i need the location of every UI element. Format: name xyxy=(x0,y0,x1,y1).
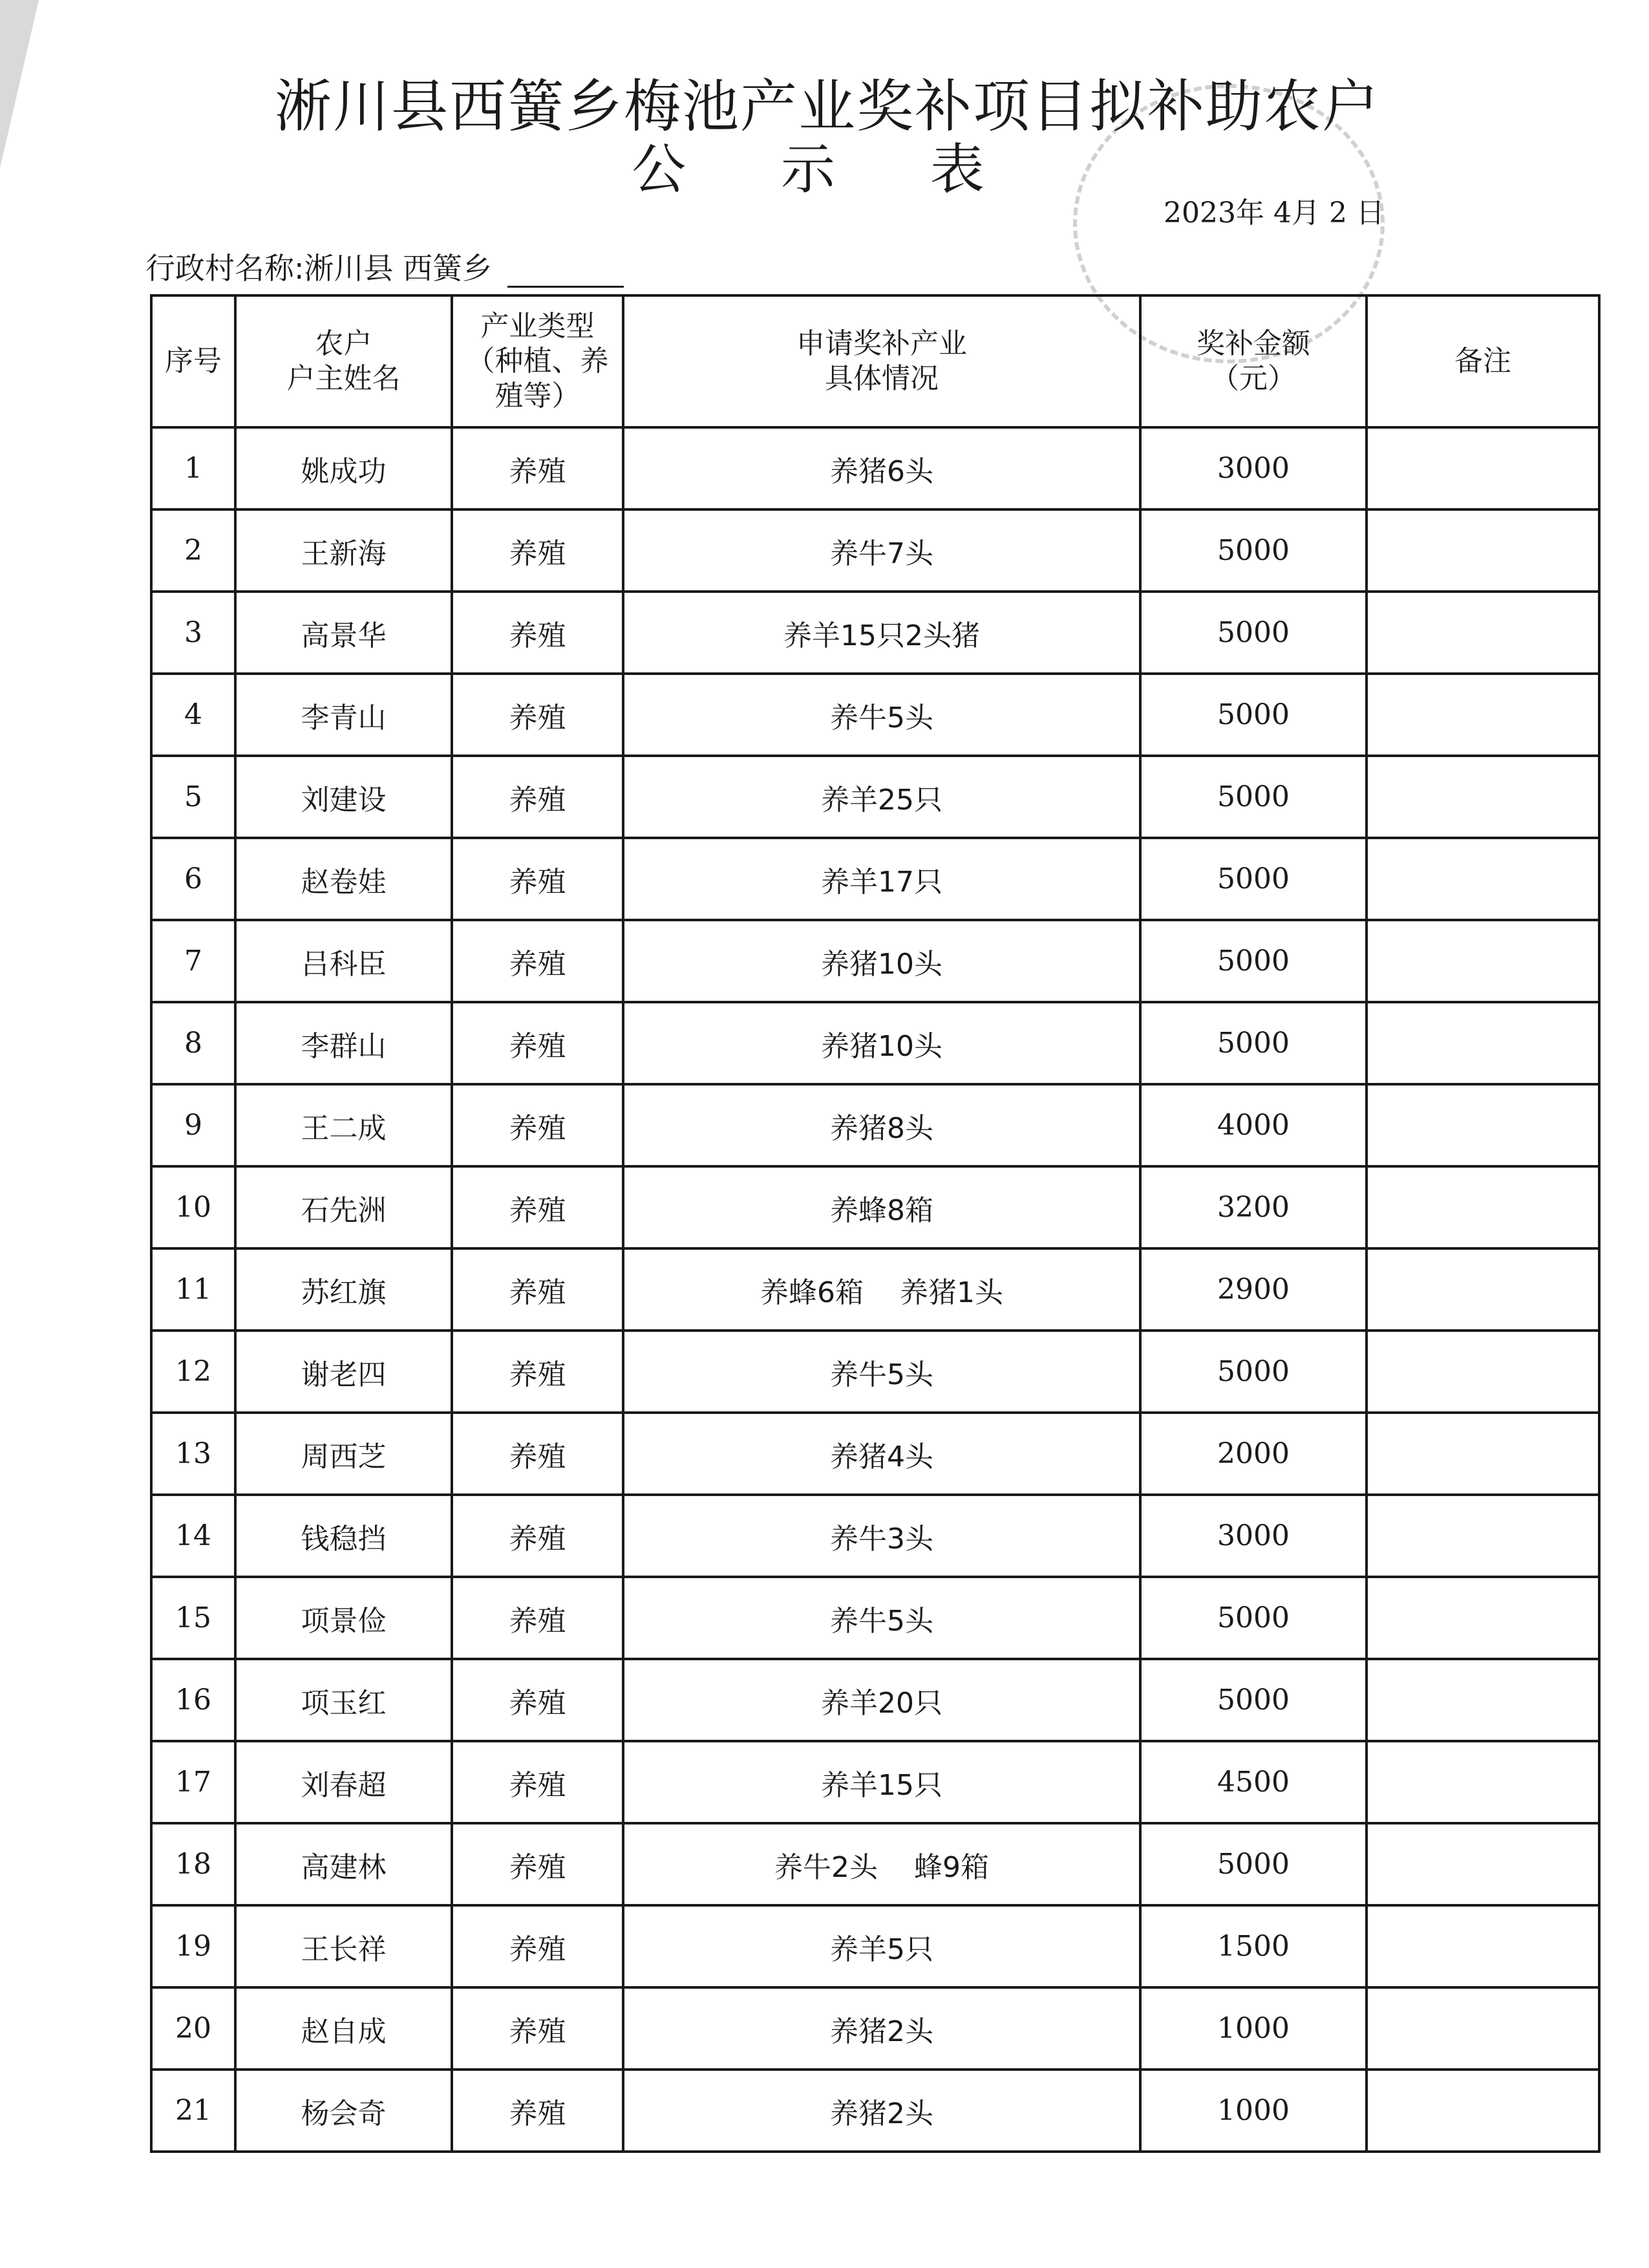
cell-remark xyxy=(1367,920,1599,1002)
cell-detail: 养羊20只 xyxy=(623,1659,1140,1741)
cell-name: 刘建设 xyxy=(235,756,452,838)
cell-detail: 养猪10头 xyxy=(623,1002,1140,1084)
cell-amount: 5000 xyxy=(1140,1577,1367,1659)
cell-type: 养殖 xyxy=(452,509,623,592)
cell-remark xyxy=(1367,1741,1599,1823)
cell-remark xyxy=(1367,509,1599,592)
cell-detail: 养牛7头 xyxy=(623,509,1140,592)
cell-remark xyxy=(1367,1166,1599,1248)
cell-detail: 养猪6头 xyxy=(623,427,1140,509)
cell-type: 养殖 xyxy=(452,1659,623,1741)
cell-amount: 5000 xyxy=(1140,592,1367,674)
header-amount: 奖补金额 （元） xyxy=(1140,295,1367,427)
table-row xyxy=(151,1084,1599,1166)
cell-amount: 3000 xyxy=(1140,1495,1367,1577)
cell-name: 李群山 xyxy=(235,1002,452,1084)
scan-edge-shadow xyxy=(0,0,39,168)
cell-seq: 15 xyxy=(151,1577,235,1659)
table-row xyxy=(151,1823,1599,1905)
table-row xyxy=(151,509,1599,592)
cell-type: 养殖 xyxy=(452,1823,623,1905)
cell-name: 吕科臣 xyxy=(235,920,452,1002)
cell-amount: 5000 xyxy=(1140,1002,1367,1084)
cell-detail: 养羊17只 xyxy=(623,838,1140,920)
cell-name: 王长祥 xyxy=(235,1905,452,1987)
document-title: 淅川县西簧乡梅池产业奖补项目拟补助农户 xyxy=(274,73,1380,140)
cell-name: 周西芝 xyxy=(235,1413,452,1495)
cell-amount: 5000 xyxy=(1140,756,1367,838)
cell-seq: 21 xyxy=(151,2070,235,2152)
cell-detail: 养羊15只 xyxy=(623,1741,1140,1823)
cell-amount: 1000 xyxy=(1140,2070,1367,2152)
cell-type: 养殖 xyxy=(452,1248,623,1331)
table-row xyxy=(151,920,1599,1002)
cell-seq: 16 xyxy=(151,1659,235,1741)
cell-amount: 1000 xyxy=(1140,1987,1367,2070)
table-body xyxy=(151,427,1599,2152)
cell-type: 养殖 xyxy=(452,838,623,920)
cell-name: 苏红旗 xyxy=(235,1248,452,1331)
table-row xyxy=(151,1659,1599,1741)
cell-remark xyxy=(1367,2070,1599,2152)
cell-amount: 3000 xyxy=(1140,427,1367,509)
table-header-row xyxy=(151,295,1599,427)
table-row xyxy=(151,427,1599,509)
header-name: 农户 户主姓名 xyxy=(235,295,452,427)
cell-seq: 10 xyxy=(151,1166,235,1248)
cell-type: 养殖 xyxy=(452,1166,623,1248)
cell-amount: 5000 xyxy=(1140,1823,1367,1905)
cell-seq: 17 xyxy=(151,1741,235,1823)
table-row xyxy=(151,756,1599,838)
cell-seq: 13 xyxy=(151,1413,235,1495)
cell-seq: 11 xyxy=(151,1248,235,1331)
cell-remark xyxy=(1367,1495,1599,1577)
cell-name: 石先洲 xyxy=(235,1166,452,1248)
header-detail: 申请奖补产业 具体情况 xyxy=(623,295,1140,427)
cell-seq: 2 xyxy=(151,509,235,592)
cell-name: 谢老四 xyxy=(235,1331,452,1413)
table-row xyxy=(151,1331,1599,1413)
cell-type: 养殖 xyxy=(452,1741,623,1823)
cell-type: 养殖 xyxy=(452,1987,623,2070)
cell-type: 养殖 xyxy=(452,1495,623,1577)
cell-detail: 养蜂8箱 xyxy=(623,1166,1140,1248)
cell-amount: 4000 xyxy=(1140,1084,1367,1166)
cell-seq: 1 xyxy=(151,427,235,509)
table-row xyxy=(151,1741,1599,1823)
cell-type: 养殖 xyxy=(452,920,623,1002)
cell-seq: 14 xyxy=(151,1495,235,1577)
cell-remark xyxy=(1367,1823,1599,1905)
cell-detail: 养羊25只 xyxy=(623,756,1140,838)
cell-detail: 养牛5头 xyxy=(623,1577,1140,1659)
cell-amount: 5000 xyxy=(1140,674,1367,756)
cell-seq: 9 xyxy=(151,1084,235,1166)
cell-detail: 养猪2头 xyxy=(623,1987,1140,2070)
subsidy-table xyxy=(150,294,1601,2153)
document-date: 2023年 4月 2 日 xyxy=(1164,197,1385,230)
table-row xyxy=(151,1166,1599,1248)
cell-remark xyxy=(1367,1413,1599,1495)
cell-type: 养殖 xyxy=(452,1905,623,1987)
cell-seq: 18 xyxy=(151,1823,235,1905)
cell-detail: 养猪4头 xyxy=(623,1413,1140,1495)
cell-amount: 5000 xyxy=(1140,838,1367,920)
cell-type: 养殖 xyxy=(452,1577,623,1659)
cell-remark xyxy=(1367,1248,1599,1331)
cell-detail: 养猪2头 xyxy=(623,2070,1140,2152)
cell-amount: 5000 xyxy=(1140,1659,1367,1741)
cell-name: 赵卷娃 xyxy=(235,838,452,920)
header-seq: 序号 xyxy=(151,295,235,427)
header-type: 产业类型 （种植、养 殖等） xyxy=(452,295,623,427)
cell-detail: 养羊5只 xyxy=(623,1905,1140,1987)
cell-amount: 2000 xyxy=(1140,1413,1367,1495)
cell-seq: 20 xyxy=(151,1987,235,2070)
cell-remark xyxy=(1367,427,1599,509)
cell-remark xyxy=(1367,756,1599,838)
village-name-line xyxy=(145,249,624,288)
cell-seq: 5 xyxy=(151,756,235,838)
document-subtitle: 公 示 表 xyxy=(632,138,1023,201)
cell-remark xyxy=(1367,838,1599,920)
cell-name: 项玉红 xyxy=(235,1659,452,1741)
cell-remark xyxy=(1367,674,1599,756)
cell-detail: 养羊15只2头猪 xyxy=(623,592,1140,674)
cell-amount: 3200 xyxy=(1140,1166,1367,1248)
cell-seq: 19 xyxy=(151,1905,235,1987)
cell-name: 钱稳挡 xyxy=(235,1495,452,1577)
cell-seq: 12 xyxy=(151,1331,235,1413)
cell-seq: 6 xyxy=(151,838,235,920)
cell-name: 项景俭 xyxy=(235,1577,452,1659)
table-row xyxy=(151,1495,1599,1577)
table-row xyxy=(151,1987,1599,2070)
cell-detail: 养猪8头 xyxy=(623,1084,1140,1166)
cell-name: 李青山 xyxy=(235,674,452,756)
cell-remark xyxy=(1367,592,1599,674)
cell-name: 王新海 xyxy=(235,509,452,592)
cell-type: 养殖 xyxy=(452,592,623,674)
village-name-label: 行政村名称:淅川县 西簧乡 xyxy=(145,251,493,286)
cell-name: 王二成 xyxy=(235,1084,452,1166)
cell-remark xyxy=(1367,1002,1599,1084)
cell-amount: 4500 xyxy=(1140,1741,1367,1823)
cell-name: 姚成功 xyxy=(235,427,452,509)
table-row xyxy=(151,1002,1599,1084)
cell-detail: 养猪10头 xyxy=(623,920,1140,1002)
cell-seq: 3 xyxy=(151,592,235,674)
table-row xyxy=(151,1413,1599,1495)
cell-remark xyxy=(1367,1905,1599,1987)
cell-remark xyxy=(1367,1577,1599,1659)
cell-type: 养殖 xyxy=(452,756,623,838)
table-row xyxy=(151,2070,1599,2152)
cell-detail: 养牛5头 xyxy=(623,674,1140,756)
cell-detail: 养牛3头 xyxy=(623,1495,1140,1577)
table-row xyxy=(151,1905,1599,1987)
table-row xyxy=(151,674,1599,756)
table-row xyxy=(151,1248,1599,1331)
header-remark: 备注 xyxy=(1367,295,1599,427)
cell-name: 赵自成 xyxy=(235,1987,452,2070)
cell-remark xyxy=(1367,1987,1599,2070)
cell-amount: 5000 xyxy=(1140,920,1367,1002)
cell-type: 养殖 xyxy=(452,674,623,756)
cell-amount: 2900 xyxy=(1140,1248,1367,1331)
village-name-blank xyxy=(507,260,624,288)
cell-detail: 养牛2头 蜂9箱 xyxy=(623,1823,1140,1905)
table-row xyxy=(151,838,1599,920)
table-row xyxy=(151,592,1599,674)
cell-seq: 4 xyxy=(151,674,235,756)
cell-name: 刘春超 xyxy=(235,1741,452,1823)
cell-remark xyxy=(1367,1659,1599,1741)
cell-type: 养殖 xyxy=(452,1331,623,1413)
cell-name: 高景华 xyxy=(235,592,452,674)
cell-seq: 8 xyxy=(151,1002,235,1084)
cell-remark xyxy=(1367,1084,1599,1166)
cell-amount: 5000 xyxy=(1140,509,1367,592)
table-row xyxy=(151,1577,1599,1659)
cell-name: 杨会奇 xyxy=(235,2070,452,2152)
cell-type: 养殖 xyxy=(452,1084,623,1166)
cell-amount: 5000 xyxy=(1140,1331,1367,1413)
cell-name: 高建林 xyxy=(235,1823,452,1905)
cell-type: 养殖 xyxy=(452,1413,623,1495)
cell-amount: 1500 xyxy=(1140,1905,1367,1987)
cell-seq: 7 xyxy=(151,920,235,1002)
cell-type: 养殖 xyxy=(452,427,623,509)
cell-detail: 养蜂6箱 养猪1头 xyxy=(623,1248,1140,1331)
cell-detail: 养牛5头 xyxy=(623,1331,1140,1413)
cell-remark xyxy=(1367,1331,1599,1413)
cell-type: 养殖 xyxy=(452,1002,623,1084)
cell-type: 养殖 xyxy=(452,2070,623,2152)
